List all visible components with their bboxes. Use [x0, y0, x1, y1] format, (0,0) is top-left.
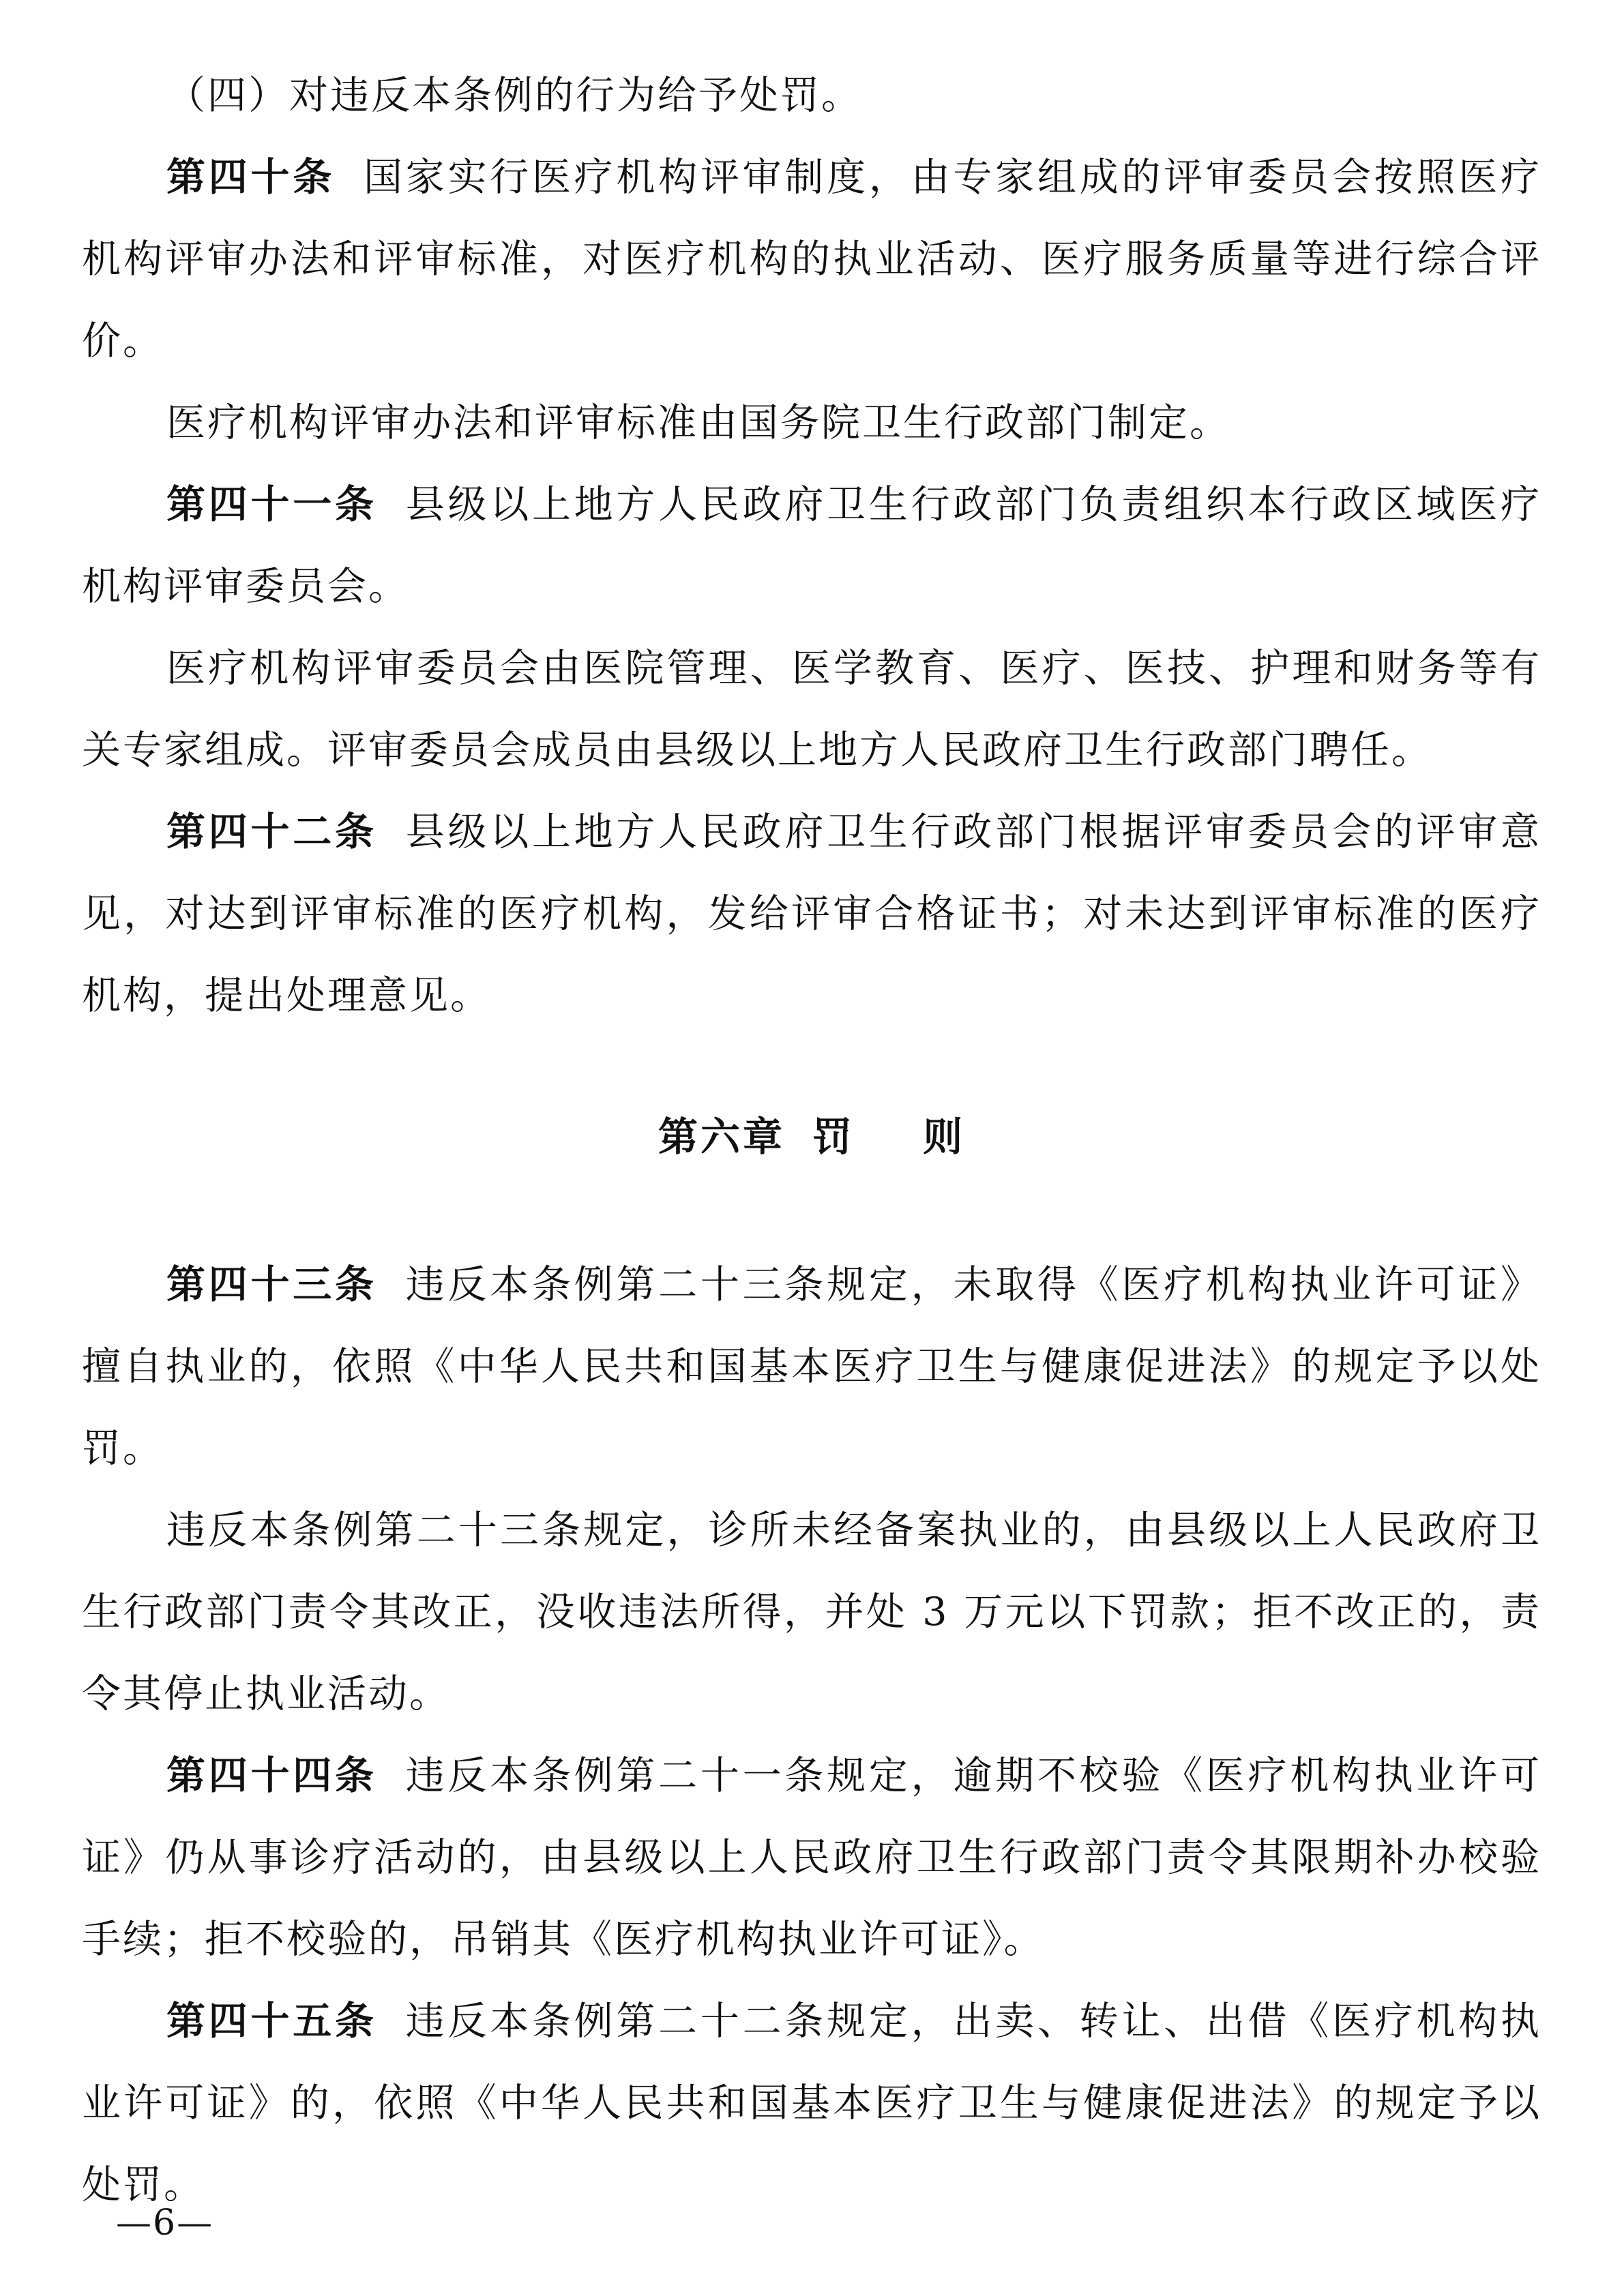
paragraph-text: 医疗机构评审办法和评审标准由国务院卫生行政部门制定。	[166, 400, 1230, 445]
article-paragraph	[82, 136, 1541, 382]
article-number: 第四十二条	[166, 809, 377, 854]
page-number: —6—	[116, 2203, 214, 2243]
article-paragraph	[82, 1735, 1541, 1980]
article-number: 第四十一条	[166, 482, 377, 527]
article-paragraph	[82, 791, 1541, 1037]
article-paragraph	[82, 464, 1541, 627]
chapter-title-part: 罚	[812, 1114, 855, 1160]
paragraph-text: 医疗机构评审委员会由医院管理、医学教育、医疗、医技、护理和财务等有关专家组成。评审委员会成员由县级以上地方人民政府卫生行政部门聘任。	[82, 646, 1541, 773]
article-number: 第四十五条	[166, 1999, 377, 2044]
chapter-title-part: 则	[923, 1114, 966, 1160]
article-paragraph	[82, 1980, 1541, 2226]
chapter-number: 第六章	[658, 1114, 785, 1160]
article-number: 第四十条	[166, 155, 335, 200]
paragraph	[82, 1489, 1541, 1735]
paragraph-text: （四）对违反本条例的行为给予处罚。	[166, 73, 862, 118]
article-number: 第四十三条	[166, 1262, 377, 1307]
section-bottom	[82, 1244, 1541, 2226]
paragraph-text: 违反本条例第二十一条规定，逾期不校验《医疗机构执业许可证》仍从事诊疗活动的，由县级以上人民政府卫生行政部门责令其限期补办校验手续；拒不校验的，吊销其《医疗机构执业许可证》。	[82, 1753, 1542, 1962]
section-top	[82, 55, 1541, 1037]
paragraph	[82, 382, 1541, 464]
paragraph-text: 国家实行医疗机构评审制度，由专家组成的评审委员会按照医疗机构评审办法和评审标准，对医疗机构的执业活动、医疗服务质量等进行综合评价。	[82, 155, 1541, 363]
paragraph	[82, 627, 1541, 791]
paragraph-text: 违反本条例第二十二条规定，出卖、转让、出借《医疗机构执业许可证》的，依照《中华人民共和国基本医疗卫生与健康促进法》的规定予以处罚。	[82, 1999, 1542, 2207]
paragraph-text: 违反本条例第二十三条规定，诊所未经备案执业的，由县级以上人民政府卫生行政部门责令其改正，没收违法所得，并处 3 万元以下罚款；拒不改正的，责令其停止执业活动。	[82, 1508, 1541, 1716]
paragraph	[82, 55, 1541, 136]
chapter-heading	[82, 1105, 1541, 1162]
paragraph-text: 违反本条例第二十三条规定，未取得《医疗机构执业许可证》擅自执业的，依照《中华人民共和国基本医疗卫生与健康促进法》的规定予以处罚。	[82, 1262, 1542, 1471]
document-page	[82, 55, 1541, 2226]
article-paragraph	[82, 1244, 1541, 1489]
paragraph-text: 县级以上地方人民政府卫生行政部门负责组织本行政区域医疗机构评审委员会。	[82, 482, 1542, 609]
article-number: 第四十四条	[166, 1753, 377, 1798]
paragraph-text: 县级以上地方人民政府卫生行政部门根据评审委员会的评审意见，对达到评审标准的医疗机构，发给评审合格证书；对未达到评审标准的医疗机构，提出处理意见。	[82, 809, 1542, 1018]
